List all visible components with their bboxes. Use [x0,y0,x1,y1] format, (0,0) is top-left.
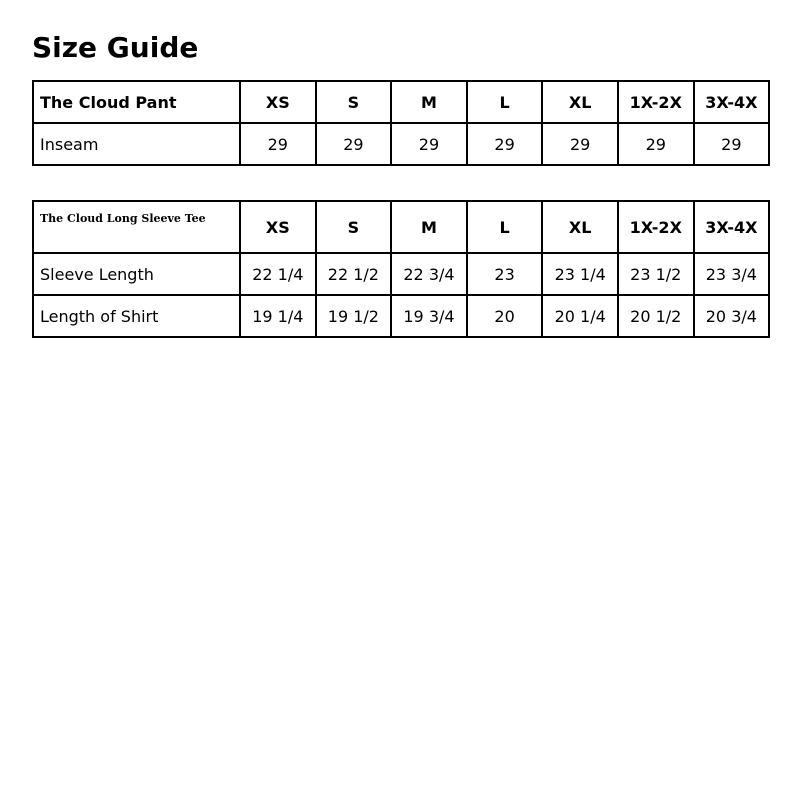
measurement-value: 29 [391,123,467,165]
measurement-value: 20 3/4 [694,295,770,337]
product-name: The Cloud Long Sleeve Tee [33,201,240,253]
measurement-label: Inseam [33,123,240,165]
measurement-value: 29 [542,123,618,165]
pant-size-table [32,80,770,166]
product-name: The Cloud Pant [33,81,240,123]
measurement-value: 19 1/2 [316,295,392,337]
table-header-row [33,81,769,123]
size-header-m: M [391,201,467,253]
size-header-3x-4x: 3X-4X [694,81,770,123]
measurement-value: 23 1/4 [542,253,618,295]
size-header-l: L [467,81,543,123]
size-header-xl: XL [542,201,618,253]
measurement-value: 29 [694,123,770,165]
size-header-s: S [316,201,392,253]
tee-size-table [32,200,770,338]
measurement-value: 29 [467,123,543,165]
table-row [33,123,769,165]
size-header-1x-2x: 1X-2X [618,201,694,253]
table-row [33,295,769,337]
measurement-value: 20 1/2 [618,295,694,337]
measurement-value: 19 1/4 [240,295,316,337]
size-header-3x-4x: 3X-4X [694,201,770,253]
measurement-value: 23 [467,253,543,295]
table-header-row [33,201,769,253]
page-title: Size Guide [32,31,199,64]
measurement-value: 29 [316,123,392,165]
measurement-label: Sleeve Length [33,253,240,295]
measurement-value: 22 1/4 [240,253,316,295]
measurement-value: 22 1/2 [316,253,392,295]
measurement-value: 29 [240,123,316,165]
size-header-l: L [467,201,543,253]
size-header-1x-2x: 1X-2X [618,81,694,123]
measurement-value: 29 [618,123,694,165]
measurement-value: 19 3/4 [391,295,467,337]
table-row [33,253,769,295]
measurement-value: 23 1/2 [618,253,694,295]
measurement-value: 23 3/4 [694,253,770,295]
size-header-xs: XS [240,201,316,253]
size-header-m: M [391,81,467,123]
size-header-xl: XL [542,81,618,123]
size-header-s: S [316,81,392,123]
measurement-label: Length of Shirt [33,295,240,337]
measurement-value: 22 3/4 [391,253,467,295]
measurement-value: 20 1/4 [542,295,618,337]
measurement-value: 20 [467,295,543,337]
size-header-xs: XS [240,81,316,123]
